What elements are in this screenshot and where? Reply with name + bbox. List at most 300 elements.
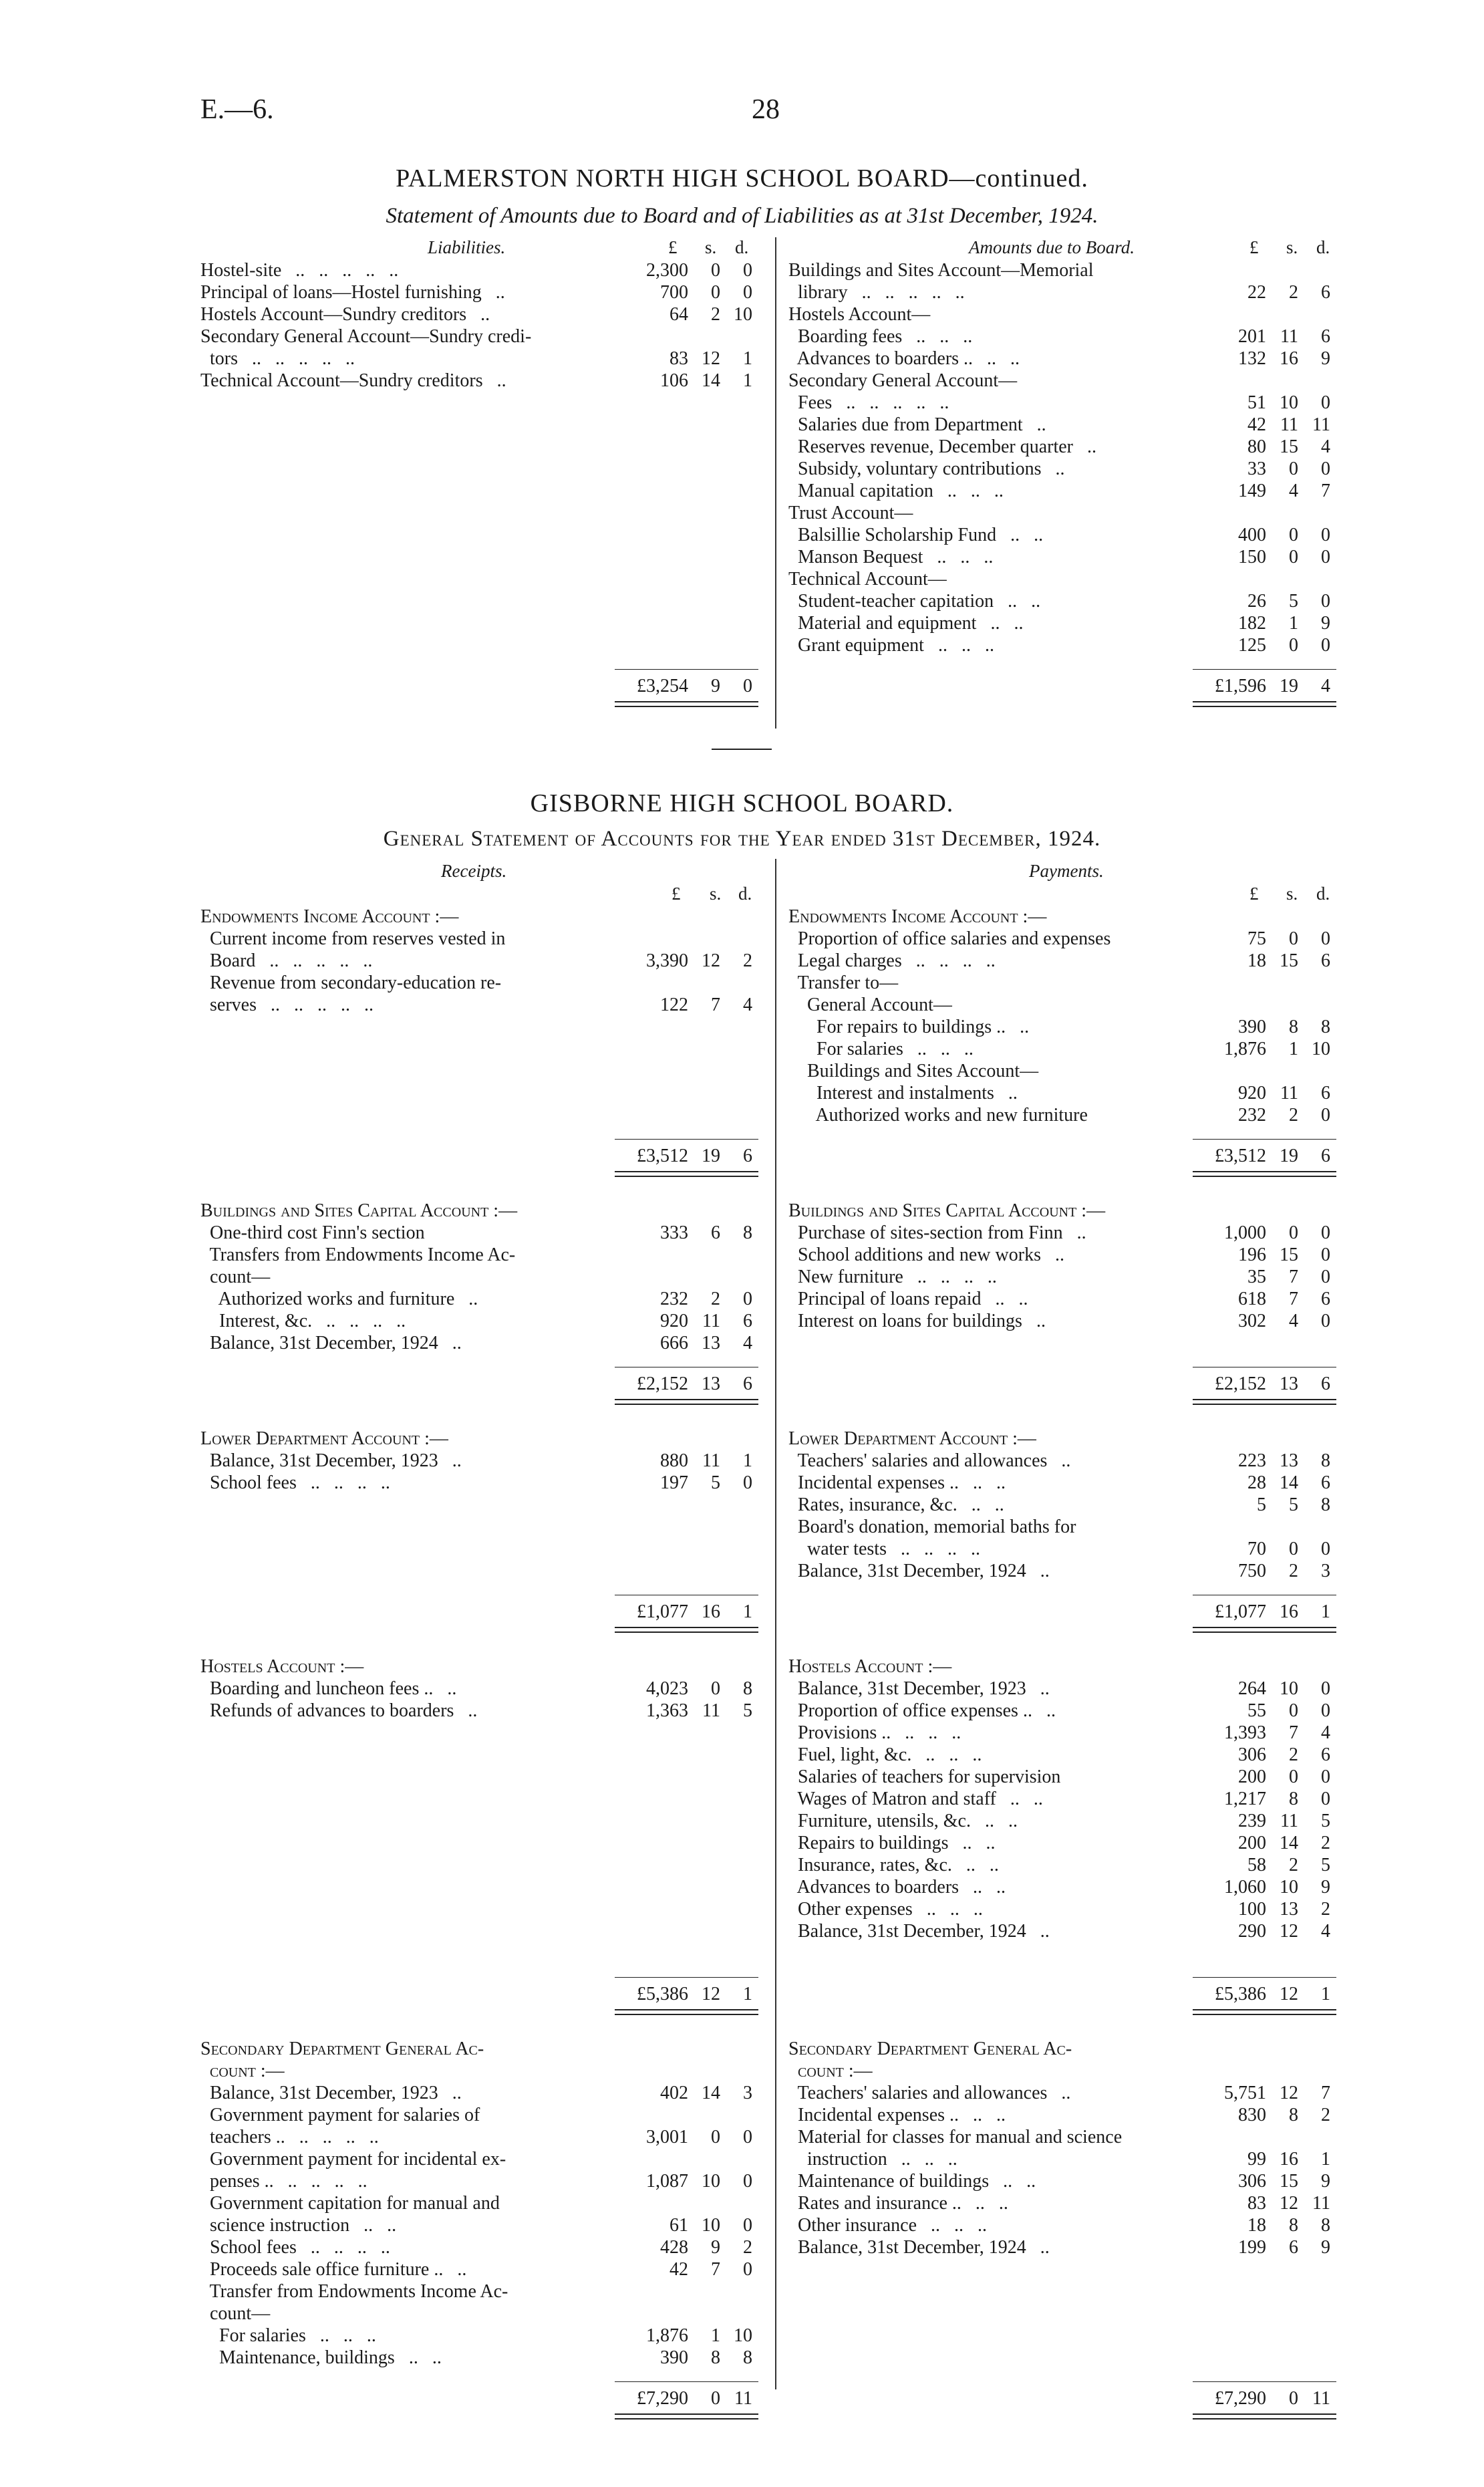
line-label: Subsidy, voluntary contributions .. xyxy=(788,459,1065,479)
shillings-value: 10 xyxy=(1280,392,1298,413)
account-line xyxy=(200,1789,768,1811)
line-label: Refunds of advances to boarders .. xyxy=(200,1700,478,1721)
pence-value: 9 xyxy=(1321,348,1330,369)
pence-value: 8 xyxy=(1321,2215,1330,2236)
account-line xyxy=(788,1722,1346,1744)
pence-value: 6 xyxy=(1321,1744,1330,1765)
shillings-value: 10 xyxy=(1280,1678,1298,1699)
line-label: Balance, 31st December, 1923 .. xyxy=(200,1450,462,1471)
account-line xyxy=(788,1061,1346,1083)
pence-value: 0 xyxy=(1321,459,1330,479)
account-line xyxy=(200,1833,768,1855)
account-line xyxy=(788,928,1346,950)
line-label: Maintenance, buildings .. .. xyxy=(200,2347,442,2368)
pounds-value: 750 xyxy=(1238,1561,1266,1581)
pounds-value: 150 xyxy=(1238,547,1266,567)
palmerston-statement: Statement of Amounts due to Board and of Liabilities as at 31st December, 1924. xyxy=(386,204,1098,228)
pence-value: 5 xyxy=(1321,1811,1330,1831)
account-line xyxy=(200,1472,768,1494)
total-pence: 6 xyxy=(743,1373,752,1394)
line-label: Proportion of office expenses .. .. xyxy=(788,1700,1056,1721)
pence-value: 5 xyxy=(1321,1855,1330,1875)
account-line xyxy=(788,436,1346,459)
shillings-value: 10 xyxy=(702,2215,720,2236)
line-label: Authorized works and new furniture xyxy=(788,1105,1088,1126)
total-pence: 0 xyxy=(743,676,752,696)
account-line xyxy=(788,2193,1346,2215)
shillings-value: 7 xyxy=(1289,1722,1298,1743)
pounds-value: 83 xyxy=(670,348,688,369)
pence-value: 4 xyxy=(743,1333,752,1353)
shillings-value: 0 xyxy=(1289,1700,1298,1721)
pounds-value: 232 xyxy=(1238,1105,1266,1126)
total-rule xyxy=(615,1977,758,1978)
account-heading-label: count :— xyxy=(200,2061,285,2081)
pence-value: 2 xyxy=(743,950,752,971)
pounds-value: 199 xyxy=(1238,2237,1266,2258)
account-line xyxy=(200,1311,768,1333)
total-shillings: 19 xyxy=(702,1146,720,1166)
account-line xyxy=(200,1855,768,1877)
line-label: Teachers' salaries and allowances .. xyxy=(788,2083,1071,2103)
shillings-value: 2 xyxy=(1289,1855,1298,1875)
shillings-value: 1 xyxy=(1289,613,1298,634)
account-line xyxy=(200,2149,768,2171)
line-label: science instruction .. .. xyxy=(200,2215,397,2236)
shillings-value: 11 xyxy=(1280,1811,1298,1831)
shillings-value: 7 xyxy=(711,2259,720,2280)
spacer xyxy=(200,1017,768,1127)
line-label: Material and equipment .. .. xyxy=(788,613,1024,634)
line-label: Authorized works and furniture .. xyxy=(200,1289,478,1309)
pence-value: 8 xyxy=(743,2347,752,2368)
pounds-value: 3,390 xyxy=(646,950,688,971)
total-double-rule xyxy=(1193,2413,1336,2419)
account-line xyxy=(788,370,1346,392)
pounds-value: 64 xyxy=(670,304,688,325)
total-pence: 1 xyxy=(743,1601,752,1622)
pounds-value: 1,087 xyxy=(646,2171,688,2192)
account-line xyxy=(788,2237,1346,2259)
total-double-rule xyxy=(1193,1399,1336,1405)
section-gap xyxy=(788,1174,1346,1200)
account-line xyxy=(788,1039,1346,1061)
pence-value: 1 xyxy=(1321,2149,1330,2170)
account-heading xyxy=(788,2039,1346,2061)
account-line xyxy=(200,1921,768,1943)
account-line xyxy=(788,1899,1346,1921)
account-line xyxy=(200,2325,768,2347)
account-line xyxy=(200,1289,768,1311)
line-label: Advances to boarders .. .. .. xyxy=(788,348,1020,369)
shillings-value: 8 xyxy=(711,2347,720,2368)
total-line xyxy=(788,1367,1346,1402)
pence-value: 4 xyxy=(1321,436,1330,457)
line-label: Interest, &c. .. .. .. .. xyxy=(200,1311,406,1331)
total-shillings: 9 xyxy=(711,676,720,696)
line-label: library .. .. .. .. .. xyxy=(788,282,965,303)
account-line xyxy=(788,326,1346,348)
total-pence: 11 xyxy=(734,2388,752,2409)
account-line xyxy=(788,2281,1346,2303)
account-line xyxy=(200,2083,768,2105)
column-header xyxy=(200,237,768,260)
account-heading-label: Hostels Account :— xyxy=(788,1656,952,1677)
line-label: Board .. .. .. .. .. xyxy=(200,950,373,971)
pence-value: 11 xyxy=(1312,2193,1330,2214)
pounds-header: £ xyxy=(672,884,681,904)
account-line xyxy=(200,2171,768,2193)
line-label: Buildings and Sites Account— xyxy=(788,1061,1039,1081)
account-line xyxy=(788,1245,1346,1267)
total-double-rule xyxy=(615,2009,758,2015)
total-shillings: 19 xyxy=(1280,1146,1298,1166)
line-label: School additions and new works .. xyxy=(788,1245,1064,1265)
shillings-value: 11 xyxy=(702,1700,720,1721)
line-label: Legal charges .. .. .. .. xyxy=(788,950,996,971)
account-heading-label: Buildings and Sites Capital Account :— xyxy=(788,1200,1106,1221)
account-line xyxy=(788,1539,1346,1561)
shillings-header: s. xyxy=(1286,237,1298,257)
account-line xyxy=(200,928,768,950)
line-label: Balance, 31st December, 1923 .. xyxy=(200,2083,462,2103)
pounds-value: 290 xyxy=(1238,1921,1266,1942)
section-gap xyxy=(200,1402,768,1428)
total-pence: 1 xyxy=(1321,1601,1330,1622)
shillings-value: 0 xyxy=(1289,459,1298,479)
gisborne-title: GISBORNE HIGH SCHOOL BOARD. xyxy=(530,789,954,817)
pounds-value: 18 xyxy=(1247,2215,1266,2236)
line-label: Furniture, utensils, &c. .. .. xyxy=(788,1811,1018,1831)
spacer xyxy=(788,1943,1346,1965)
pounds-value: 1,217 xyxy=(1224,1789,1266,1809)
account-line xyxy=(200,2347,768,2369)
account-line xyxy=(200,1450,768,1472)
account-heading xyxy=(200,2061,768,2083)
account-line xyxy=(788,972,1346,995)
line-label: count— xyxy=(200,2303,271,2324)
line-label: Advances to boarders .. .. xyxy=(788,1877,1006,1897)
pounds-value: 197 xyxy=(660,1472,688,1493)
shillings-value: 14 xyxy=(702,370,720,391)
pence-value: 1 xyxy=(743,1450,752,1471)
pounds-value: 306 xyxy=(1238,2171,1266,2192)
shillings-value: 0 xyxy=(711,2127,720,2147)
line-label: instruction .. .. .. xyxy=(788,2149,957,2170)
total-line xyxy=(788,2381,1346,2416)
shillings-value: 11 xyxy=(1280,1083,1298,1103)
account-line xyxy=(788,2259,1346,2281)
pounds-value: 200 xyxy=(1238,1766,1266,1787)
total-pounds: £3,254 xyxy=(637,676,688,696)
shillings-value: 10 xyxy=(702,2171,720,2192)
pence-value: 2 xyxy=(1321,1899,1330,1920)
pence-value: 4 xyxy=(1321,1921,1330,1942)
line-label: Manual capitation .. .. .. xyxy=(788,481,1004,501)
pounds-value: 51 xyxy=(1247,392,1266,413)
account-line xyxy=(788,1222,1346,1245)
shillings-value: 0 xyxy=(1289,1222,1298,1243)
account-line xyxy=(788,1678,1346,1700)
receipts-column xyxy=(200,861,768,2443)
account-heading-label: Lower Department Account :— xyxy=(788,1428,1036,1449)
account-line xyxy=(788,348,1346,370)
shillings-value: 0 xyxy=(1289,547,1298,567)
line-label: Rates and insurance .. .. .. xyxy=(788,2193,1008,2214)
pounds-value: 55 xyxy=(1247,1700,1266,1721)
line-label: Technical Account—Sundry creditors .. xyxy=(200,370,506,391)
total-line xyxy=(200,1595,768,1629)
line-label: Teachers' salaries and allowances .. xyxy=(788,1450,1071,1471)
pounds-value: 70 xyxy=(1247,1539,1266,1559)
total-double-rule xyxy=(615,2413,758,2419)
total-rule xyxy=(615,1139,758,1140)
account-heading-label: Endowments Income Account :— xyxy=(788,906,1047,927)
account-line xyxy=(200,1899,768,1921)
shillings-value: 12 xyxy=(1280,2193,1298,2214)
account-line xyxy=(200,1722,768,1744)
pence-value: 0 xyxy=(1321,1678,1330,1699)
account-line xyxy=(788,2171,1346,2193)
shillings-value: 13 xyxy=(702,1333,720,1353)
shillings-header: s. xyxy=(705,237,717,257)
shillings-header: s. xyxy=(710,884,722,904)
line-label: Boarding and luncheon fees .. .. xyxy=(200,1678,457,1699)
account-line xyxy=(200,1700,768,1722)
pence-value: 6 xyxy=(1321,1083,1330,1103)
pounds-value: 232 xyxy=(660,1289,688,1309)
line-label: For salaries .. .. .. xyxy=(200,2325,376,2346)
line-label: Other insurance .. .. .. xyxy=(788,2215,988,2236)
line-label: serves .. .. .. .. .. xyxy=(200,995,374,1015)
account-line xyxy=(788,1833,1346,1855)
pence-value: 0 xyxy=(1321,1311,1330,1331)
account-line xyxy=(200,2105,768,2127)
pence-value: 6 xyxy=(1321,326,1330,347)
total-double-rule xyxy=(1193,1171,1336,1177)
total-pence: 1 xyxy=(743,1984,752,2004)
pence-value: 0 xyxy=(1321,1700,1330,1721)
line-label: Board's donation, memorial baths for xyxy=(788,1517,1076,1537)
account-line xyxy=(788,282,1346,304)
pence-header: d. xyxy=(735,237,749,257)
total-shillings: 12 xyxy=(702,1984,720,2004)
shillings-value: 8 xyxy=(1289,1017,1298,1037)
shillings-value: 0 xyxy=(711,260,720,281)
shillings-value: 12 xyxy=(702,950,720,971)
total-shillings: 16 xyxy=(1280,1601,1298,1622)
pence-value: 0 xyxy=(1321,1267,1330,1287)
account-line xyxy=(788,1333,1346,1355)
total-line xyxy=(788,1139,1346,1174)
line-label: Rates, insurance, &c. .. .. xyxy=(788,1494,1004,1515)
total-double-rule xyxy=(1193,701,1336,707)
pounds-value: 1,876 xyxy=(1224,1039,1266,1059)
account-line xyxy=(200,1811,768,1833)
line-label: Transfer to— xyxy=(788,972,899,993)
pounds-value: 920 xyxy=(1238,1083,1266,1103)
pence-value: 1 xyxy=(743,348,752,369)
line-label: Transfer from Endowments Income Ac- xyxy=(200,2281,508,2302)
total-line xyxy=(788,669,1346,704)
shillings-value: 12 xyxy=(1280,2083,1298,2103)
account-line xyxy=(788,525,1346,547)
total-rule xyxy=(1193,1977,1336,1978)
pence-value: 7 xyxy=(1321,2083,1330,2103)
line-label: teachers .. .. .. .. .. xyxy=(200,2127,379,2147)
account-line xyxy=(788,1744,1346,1766)
shillings-value: 7 xyxy=(1289,1267,1298,1287)
account-heading xyxy=(200,2039,768,2061)
pounds-value: 920 xyxy=(660,1311,688,1331)
pence-value: 5 xyxy=(743,1700,752,1721)
pence-value: 0 xyxy=(743,1289,752,1309)
pounds-value: 58 xyxy=(1247,1855,1266,1875)
line-label: Hostels Account—Sundry creditors .. xyxy=(200,304,490,325)
line-label: Buildings and Sites Account—Memorial xyxy=(788,260,1094,281)
shillings-value: 0 xyxy=(1289,928,1298,949)
total-double-rule xyxy=(615,1399,758,1405)
pence-value: 10 xyxy=(734,2325,752,2346)
account-line xyxy=(788,995,1346,1017)
shillings-value: 15 xyxy=(1280,1245,1298,1265)
line-label: School fees .. .. .. .. xyxy=(200,1472,390,1493)
account-line xyxy=(200,348,768,370)
shillings-value: 11 xyxy=(1280,414,1298,435)
pounds-value: 306 xyxy=(1238,1744,1266,1765)
line-label: Proportion of office salaries and expenses xyxy=(788,928,1111,949)
line-label: Salaries due from Department .. xyxy=(788,414,1046,435)
account-heading xyxy=(788,1200,1346,1222)
pence-value: 3 xyxy=(1321,1561,1330,1581)
pounds-value: 26 xyxy=(1247,591,1266,612)
account-heading-label: Secondary Department General Ac- xyxy=(200,2039,484,2059)
total-double-rule xyxy=(615,1171,758,1177)
account-line xyxy=(788,1561,1346,1583)
total-rule xyxy=(615,2381,758,2382)
pounds-value: 830 xyxy=(1238,2105,1266,2125)
pounds-value: 5,751 xyxy=(1224,2083,1266,2103)
payments-title: Payments. xyxy=(1029,861,1104,881)
account-line xyxy=(200,1517,768,1539)
pounds-value: 666 xyxy=(660,1333,688,1353)
section-gap xyxy=(788,1629,1346,1656)
shillings-value: 13 xyxy=(1280,1899,1298,1920)
account-line xyxy=(200,1766,768,1789)
total-pounds: £5,386 xyxy=(637,1984,688,2004)
pence-value: 0 xyxy=(1321,1766,1330,1787)
account-line xyxy=(788,260,1346,282)
total-pounds: £2,152 xyxy=(637,1373,688,1394)
account-line xyxy=(200,1267,768,1289)
line-label: Balance, 31st December, 1924 .. xyxy=(788,1561,1050,1581)
account-line xyxy=(788,2149,1346,2171)
pence-value: 2 xyxy=(1321,2105,1330,2125)
pounds-value: 1,060 xyxy=(1224,1877,1266,1897)
line-label: Manson Bequest .. .. .. xyxy=(788,547,994,567)
total-pounds: £7,290 xyxy=(637,2388,688,2409)
total-pounds: £3,512 xyxy=(1215,1146,1266,1166)
account-line xyxy=(788,1017,1346,1039)
account-line xyxy=(788,2325,1346,2347)
shillings-value: 11 xyxy=(1280,326,1298,347)
total-shillings: 13 xyxy=(1280,1373,1298,1394)
pounds-value: 125 xyxy=(1238,635,1266,656)
line-label: Other expenses .. .. .. xyxy=(788,1899,983,1920)
account-line xyxy=(788,1789,1346,1811)
account-line xyxy=(200,2215,768,2237)
shillings-value: 15 xyxy=(1280,950,1298,971)
line-label: One-third cost Finn's section xyxy=(200,1222,425,1243)
account-heading xyxy=(200,1656,768,1678)
pounds-value: 106 xyxy=(660,370,688,391)
pence-value: 0 xyxy=(1321,1222,1330,1243)
shillings-value: 8 xyxy=(1289,1789,1298,1809)
line-label: Balance, 31st December, 1924 .. xyxy=(788,1921,1050,1942)
pence-value: 0 xyxy=(1321,392,1330,413)
pounds-value: 18 xyxy=(1247,950,1266,971)
shillings-value: 2 xyxy=(1289,1561,1298,1581)
pounds-value: 4,023 xyxy=(646,1678,688,1699)
account-line xyxy=(788,304,1346,326)
line-label: Current income from reserves vested in xyxy=(200,928,506,949)
shillings-value: 11 xyxy=(702,1450,720,1471)
pence-value: 0 xyxy=(1321,1105,1330,1126)
shillings-value: 2 xyxy=(711,304,720,325)
account-line xyxy=(200,1561,768,1583)
shillings-value: 4 xyxy=(1289,1311,1298,1331)
account-line xyxy=(200,995,768,1017)
line-label: General Account— xyxy=(788,995,952,1015)
account-line xyxy=(788,1811,1346,1833)
total-rule xyxy=(1193,669,1336,670)
account-line xyxy=(200,1678,768,1700)
account-line xyxy=(200,260,768,282)
account-line xyxy=(200,950,768,972)
line-label: Revenue from secondary-education re- xyxy=(200,972,502,993)
spacer xyxy=(200,392,768,657)
pounds-value: 700 xyxy=(660,282,688,303)
line-label: Secondary General Account— xyxy=(788,370,1018,391)
pounds-value: 201 xyxy=(1238,326,1266,347)
line-label: tors .. .. .. .. .. xyxy=(200,348,355,369)
pence-value: 0 xyxy=(1321,1245,1330,1265)
pence-value: 0 xyxy=(743,2259,752,2280)
pence-value: 10 xyxy=(734,304,752,325)
line-label: Insurance, rates, &c. .. .. xyxy=(788,1855,999,1875)
line-label: For repairs to buildings .. .. xyxy=(788,1017,1030,1037)
shillings-value: 15 xyxy=(1280,436,1298,457)
total-line xyxy=(788,1595,1346,1629)
account-line xyxy=(200,2259,768,2281)
account-line xyxy=(788,591,1346,613)
column-divider xyxy=(775,237,776,729)
line-label: Trust Account— xyxy=(788,503,913,523)
pounds-value: 390 xyxy=(1238,1017,1266,1037)
total-double-rule xyxy=(1193,2009,1336,2015)
column-title: Amounts due to Board. xyxy=(969,237,1135,257)
account-line xyxy=(788,1855,1346,1877)
total-pence: 1 xyxy=(1321,1984,1330,2004)
total-line xyxy=(200,2381,768,2416)
pence-value: 4 xyxy=(1321,1722,1330,1743)
shillings-value: 7 xyxy=(711,995,720,1015)
payments-column xyxy=(788,861,1346,2443)
total-pence: 6 xyxy=(1321,1146,1330,1166)
line-label: Provisions .. .. .. .. xyxy=(788,1722,961,1743)
account-line xyxy=(788,635,1346,657)
line-label: Interest on loans for buildings .. xyxy=(788,1311,1046,1331)
